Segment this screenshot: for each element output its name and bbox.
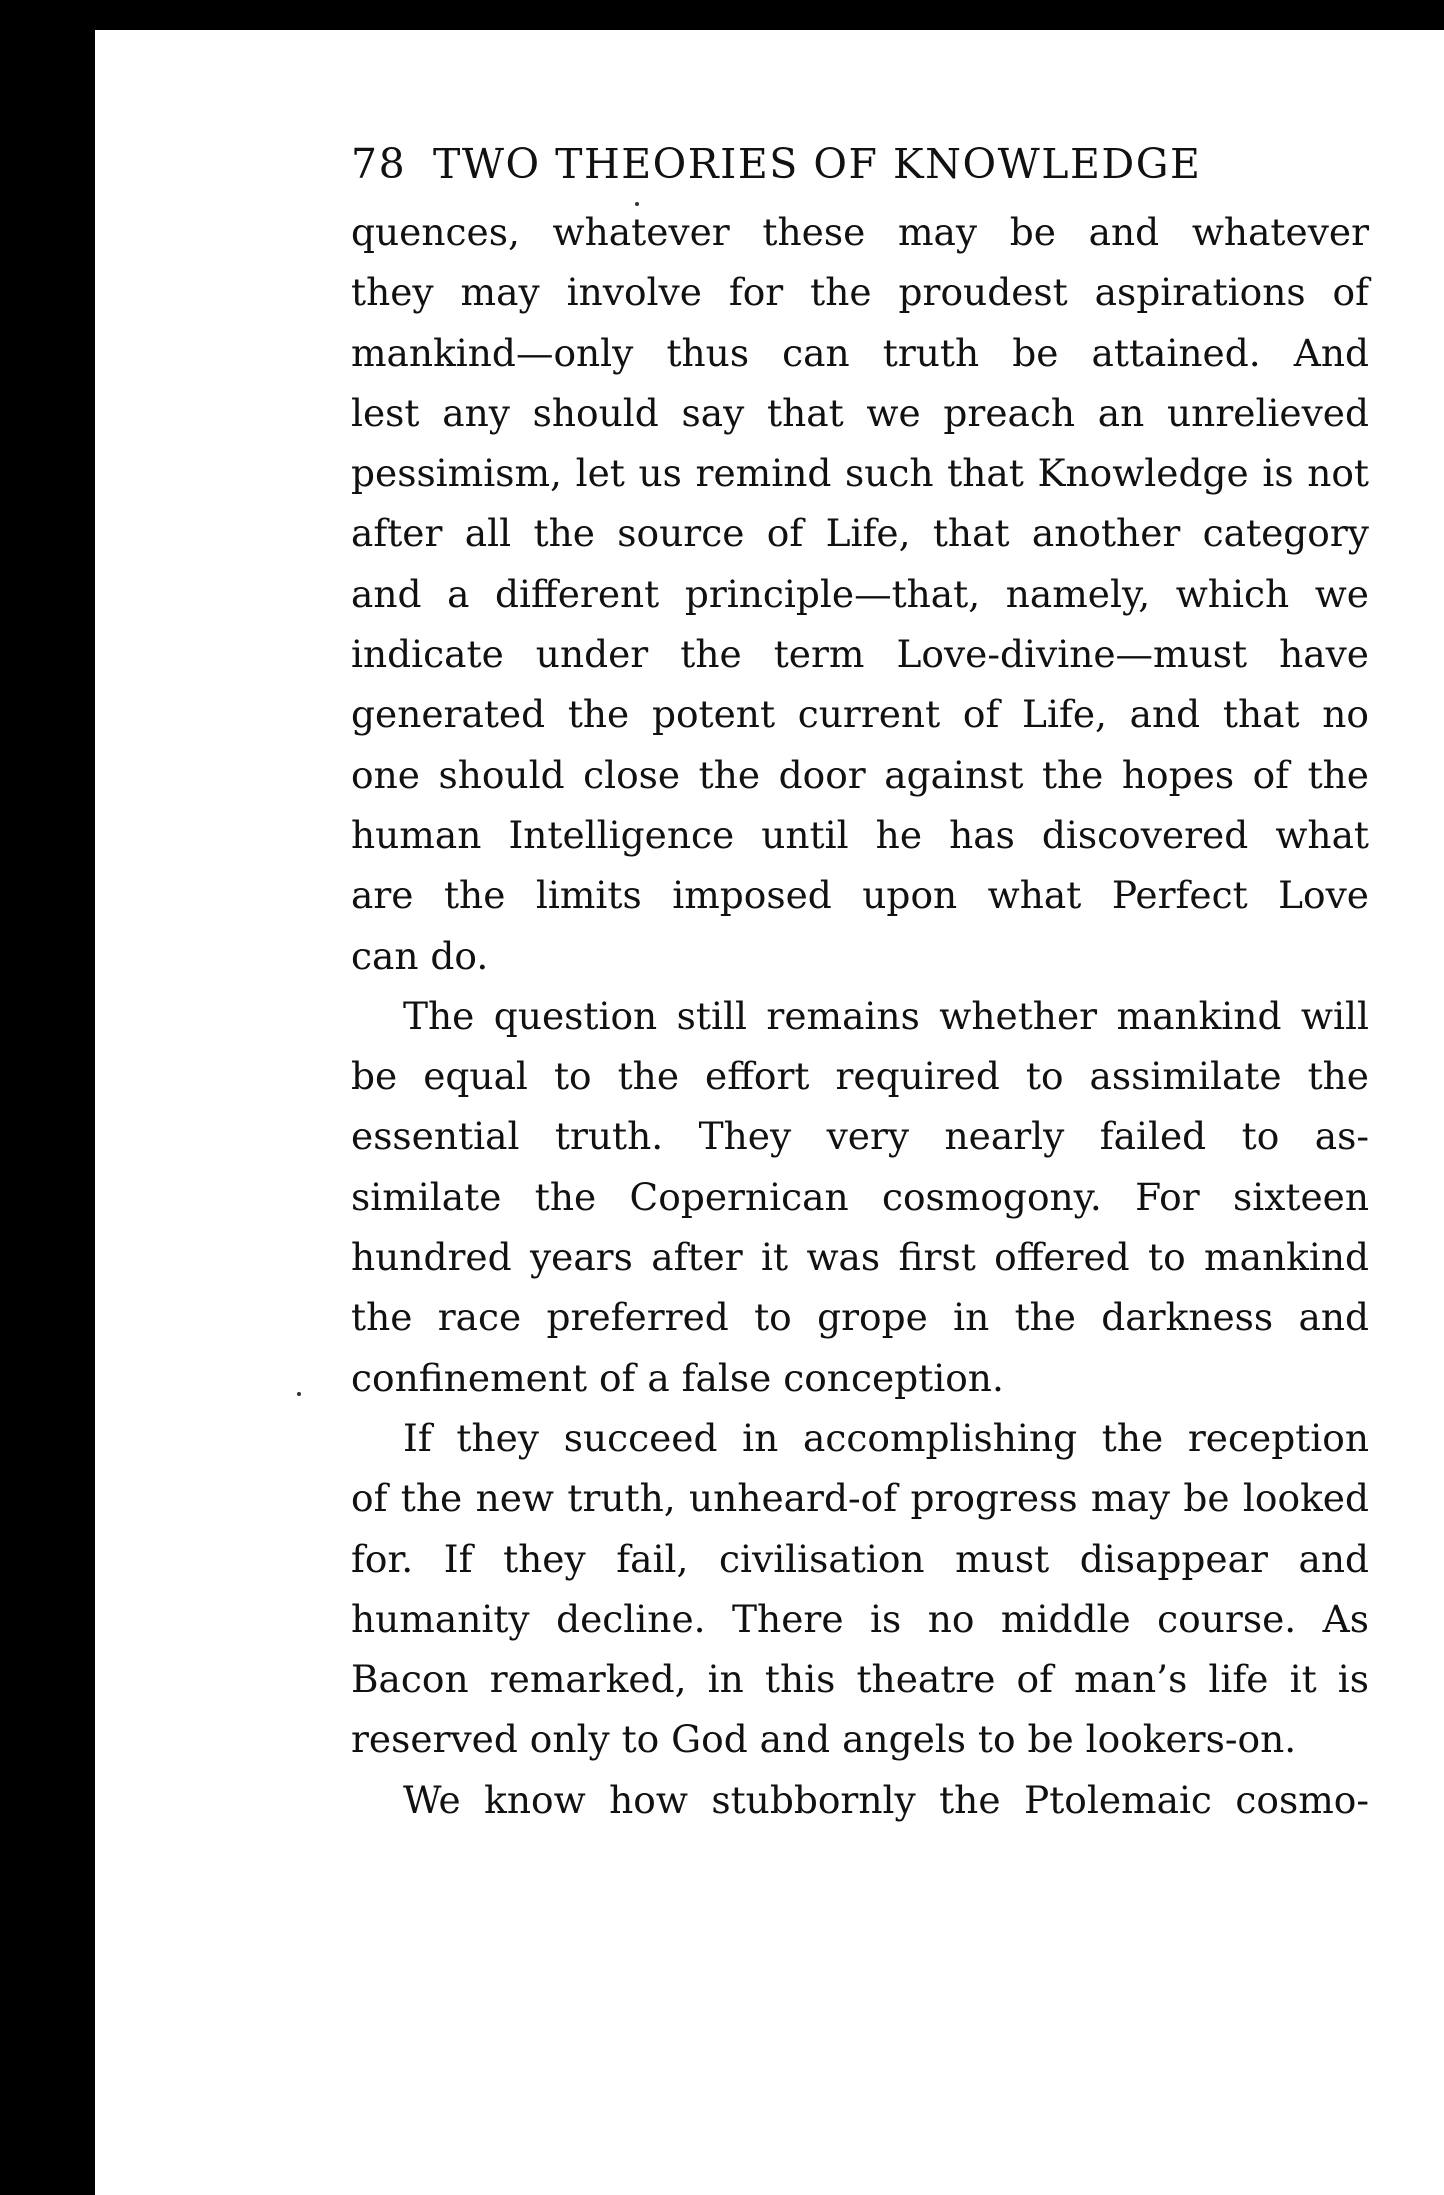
text-line: lest any should say that we preach an unrelieved	[351, 390, 1369, 435]
text-line: are the limits imposed upon what Perfect Love	[351, 873, 1369, 918]
running-head	[351, 140, 1370, 202]
text-line: of the new truth, unheard-of progress may be looked	[351, 1476, 1369, 1521]
paragraph-1	[351, 202, 1369, 986]
page-number: 78	[351, 140, 407, 188]
text-line: humanity decline. There is no middle course. As	[351, 1596, 1369, 1641]
text-line: generated the potent current of Life, and that no	[351, 692, 1369, 737]
text-line: one should close the door against the hopes of the	[351, 752, 1369, 797]
running-head-title: TWO THEORIES OF KNOWLEDGE	[433, 140, 1202, 188]
text-line: The question still remains whether mankind will	[403, 993, 1369, 1038]
text-line: mankind—only thus can truth be attained. And	[351, 330, 1369, 375]
text-line: reserved only to God and angels to be lookers-on.	[351, 1717, 1297, 1762]
text-line: If they succeed in accomplishing the reception	[403, 1415, 1369, 1460]
page-text	[255, 140, 1370, 1830]
text-line: hundred years after it was first offered to mankind	[351, 1235, 1369, 1280]
text-line: confinement of a false conception.	[351, 1355, 1004, 1400]
text-line: be equal to the effort required to assimilate the	[351, 1054, 1369, 1099]
text-line: human Intelligence until he has discovered what	[351, 812, 1369, 857]
text-line: for. If they fail, civilisation must disappear and	[351, 1536, 1369, 1581]
text-line: the race preferred to grope in the darkness and	[351, 1295, 1369, 1340]
text-line: essential truth. They very nearly failed to as-	[351, 1114, 1369, 1159]
text-line: We know how stubbornly the Ptolemaic cosmo-	[403, 1777, 1369, 1822]
text-line: Bacon remarked, in this theatre of man’s life it is	[351, 1657, 1369, 1702]
text-line: indicate under the term Love-divine—must have	[351, 632, 1369, 677]
paragraph-4	[351, 1770, 1369, 1830]
text-line: and a different principle—that, namely, which we	[351, 571, 1369, 616]
paragraph-2	[351, 986, 1369, 1408]
text-line: pessimism, let us remind such that Knowledge is not	[351, 451, 1369, 496]
text-line: similate the Copernican cosmogony. For sixteen	[351, 1174, 1369, 1219]
text-line: after all the source of Life, that another category	[351, 511, 1369, 556]
text-line: they may involve for the proudest aspirations of	[351, 270, 1369, 315]
paragraph-3	[351, 1408, 1369, 1770]
text-line: quences, whatever these may be and whatever	[351, 210, 1369, 254]
text-line: can do.	[351, 933, 489, 978]
